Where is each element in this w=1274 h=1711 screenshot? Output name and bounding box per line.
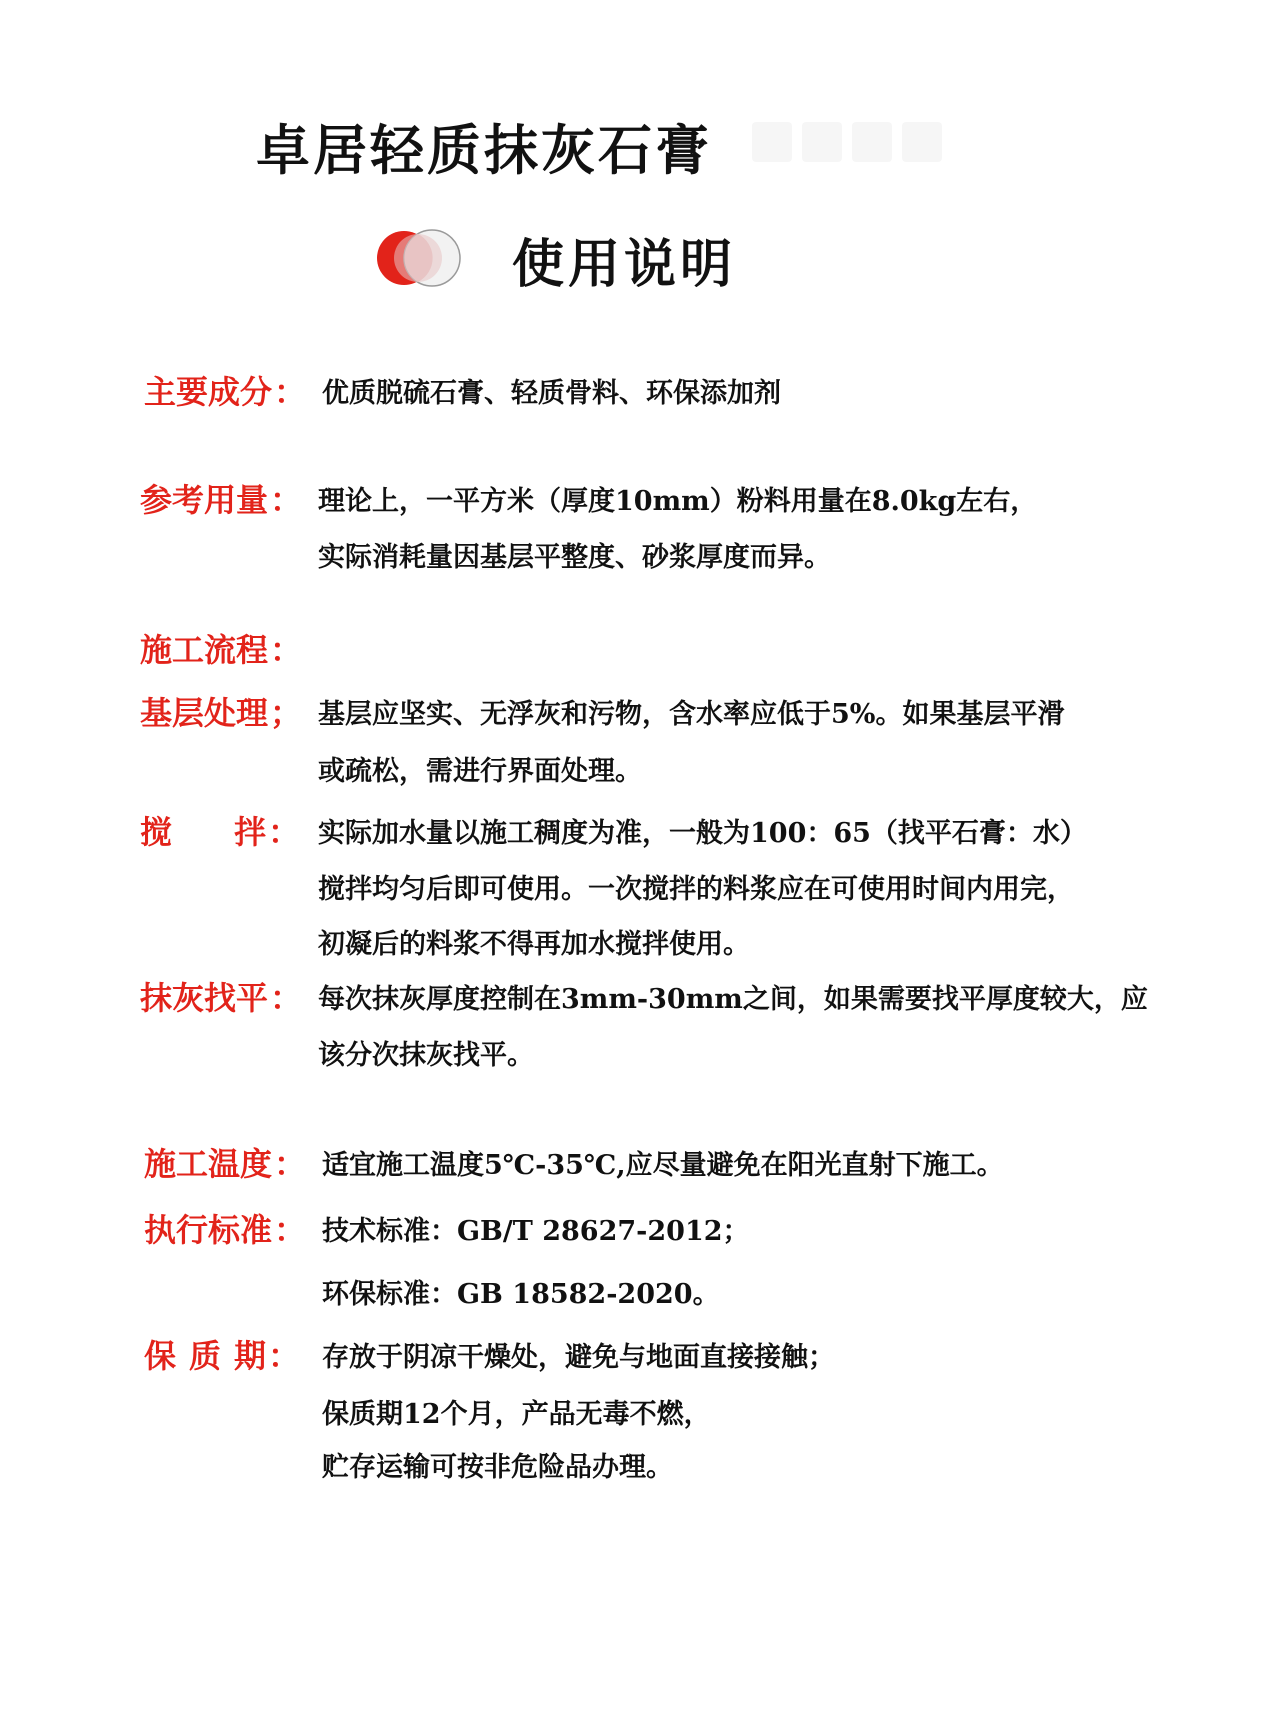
leveling-label: 抹灰找平： (140, 979, 303, 1017)
mixing-label: 搅 拌： (140, 813, 300, 851)
standards-label: 执行标准： (144, 1211, 307, 1249)
usage-text-line: 实际消耗量因基层平整度、砂浆厚度而异。 (318, 542, 831, 573)
page-title: 卓居轻质抹灰石膏 (256, 118, 712, 182)
overlapping-circles-logo-icon (374, 228, 466, 288)
mixing-text-line: 初凝后的料浆不得再加水搅拌使用。 (318, 929, 750, 960)
watermark-block (752, 122, 792, 162)
temperature-text: 适宜施工温度5℃-35℃,应尽量避免在阳光直射下施工。 (322, 1150, 1004, 1181)
page-subtitle: 使用说明 (512, 234, 737, 295)
shelf-life-text-line: 保质期12个月，产品无毒不燃， (322, 1399, 711, 1430)
leveling-text-line: 该分次抹灰找平。 (318, 1040, 534, 1071)
shelf-life-text-line: 存放于阴凉干燥处，避免与地面直接接触； (322, 1342, 835, 1373)
process-label: 施工流程： (140, 631, 303, 669)
shelf-life-label: 保 质 期： (144, 1337, 300, 1375)
base-treatment-label: 基层处理； (140, 694, 303, 732)
standards-text-line: 环保标准：GB 18582-2020。 (322, 1279, 720, 1310)
ingredients-label: 主要成分： (144, 373, 307, 411)
leveling-text-line: 每次抹灰厚度控制在3mm-30mm之间，如果需要找平厚度较大，应 (318, 984, 1148, 1015)
standards-text-line: 技术标准：GB/T 28627-2012； (322, 1216, 750, 1247)
usage-label: 参考用量： (140, 481, 303, 519)
mixing-text-line: 实际加水量以施工稠度为准，一般为100：65（找平石膏：水） (318, 818, 1087, 849)
watermark-block (852, 122, 892, 162)
ingredients-text: 优质脱硫石膏、轻质骨料、环保添加剂 (322, 378, 781, 409)
shelf-life-text-line: 贮存运输可按非危险品办理。 (322, 1452, 673, 1483)
watermark-block (802, 122, 842, 162)
base-treatment-text-line: 或疏松，需进行界面处理。 (318, 756, 642, 787)
temperature-label: 施工温度： (144, 1145, 307, 1183)
usage-text-line: 理论上，一平方米（厚度10mm）粉料用量在8.0kg左右， (318, 486, 1038, 517)
mixing-text-line: 搅拌均匀后即可使用。一次搅拌的料浆应在可使用时间内用完， (318, 874, 1074, 905)
watermark-block (902, 122, 942, 162)
base-treatment-text-line: 基层应坚实、无浮灰和污物，含水率应低于5%。如果基层平滑 (318, 699, 1065, 730)
watermark (752, 114, 952, 170)
